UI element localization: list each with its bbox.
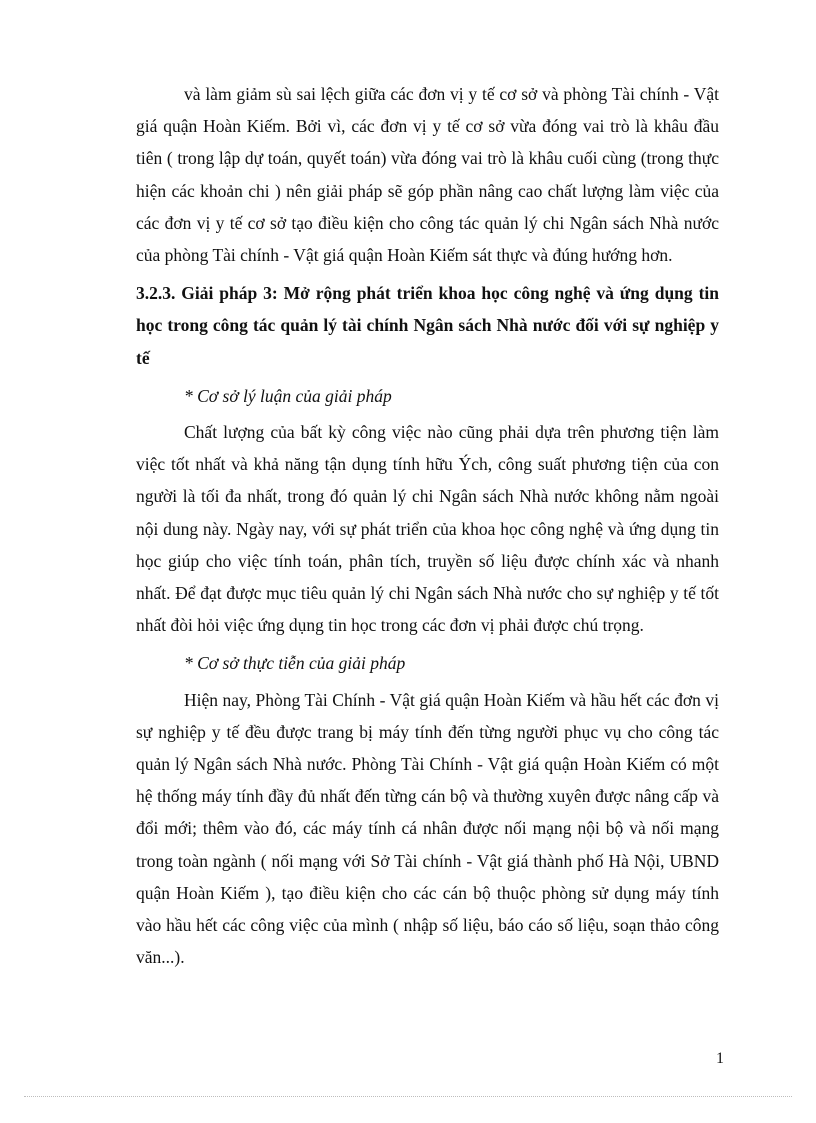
paragraph-practical-basis: Hiện nay, Phòng Tài Chính - Vật giá quận Hoàn Kiếm và hầu hết các đơn vị sự nghiệp y tế đều được trang bị máy tính đến từng người phục vụ cho công tác quản lý Ngân sách Nhà nước. Phòng Tài Chính - Vật giá quận Hoàn Kiếm có một hệ thống máy tính đầy đủ nhất đến từng cán bộ và thường xuyên được nâng cấp và đổi mới; thêm vào đó, các máy tính cá nhân được nối mạng nội bộ và nối mạng trong toàn ngành ( nối mạng với Sở Tài chính - Vật giá thành phố Hà Nội, UBND quận Hoàn Kiếm ), tạo điều kiện cho các cán bộ thuộc phòng sử dụng máy tính vào hầu hết các công việc của mình ( nhập số liệu, báo cáo số liệu, soạn thảo công văn...). — [136, 689, 719, 968]
subheading-practical-basis: * Cơ sở thực tiễn của giải pháp — [184, 653, 406, 674]
page-body — [136, 78, 719, 973]
section-heading: 3.2.3. Giải pháp 3: Mở rộng phát triển khoa học công nghệ và ứng dụng tin học trong công tác quản lý tài chính Ngân sách Nhà nước đối với sự nghiệp y tế — [136, 283, 719, 368]
subheading-theoretical-basis: * Cơ sở lý luận của giải pháp — [184, 385, 392, 406]
paragraph-theoretical-basis: Chất lượng của bất kỳ công việc nào cũng phải dựa trên phương tiện làm việc tốt nhất và khả năng tận dụng tính hữu Ých, công suất phương tiện của con người là tối đa nhất, trong đó quản lý chi Ngân sách Nhà nước không nằm ngoài nội dung này. Ngày nay, với sự phát triển của khoa học công nghệ và ứng dụng tin học giúp cho việc tính toán, phân tích, truyền số liệu được chính xác và nhanh nhất. Để đạt được mục tiêu quản lý chi Ngân sách Nhà nước cho sự nghiệp y tế tốt nhất đòi hỏi việc ứng dụng tin học trong các đơn vị phải được chú trọng. — [136, 422, 719, 636]
page-bottom-divider — [24, 1096, 792, 1097]
page-number: 1 — [716, 1050, 724, 1067]
paragraph-continuation: và làm giảm sù sai lệch giữa các đơn vị y tế cơ sở và phòng Tài chính - Vật giá quận Hoàn Kiếm. Bởi vì, các đơn vị y tế cơ sở vừa đóng vai trò là khâu đầu tiên ( trong lập dự toán, quyết toán) vừa đóng vai trò là khâu cuối cùng (trong thực hiện các khoản chi ) nên giải pháp sẽ góp phần nâng cao chất lượng làm việc của các đơn vị y tế cơ sở tạo điều kiện cho công tác quản lý chi Ngân sách Nhà nước của phòng Tài chính - Vật giá quận Hoàn Kiếm sát thực và đúng hướng hơn. — [136, 84, 719, 266]
